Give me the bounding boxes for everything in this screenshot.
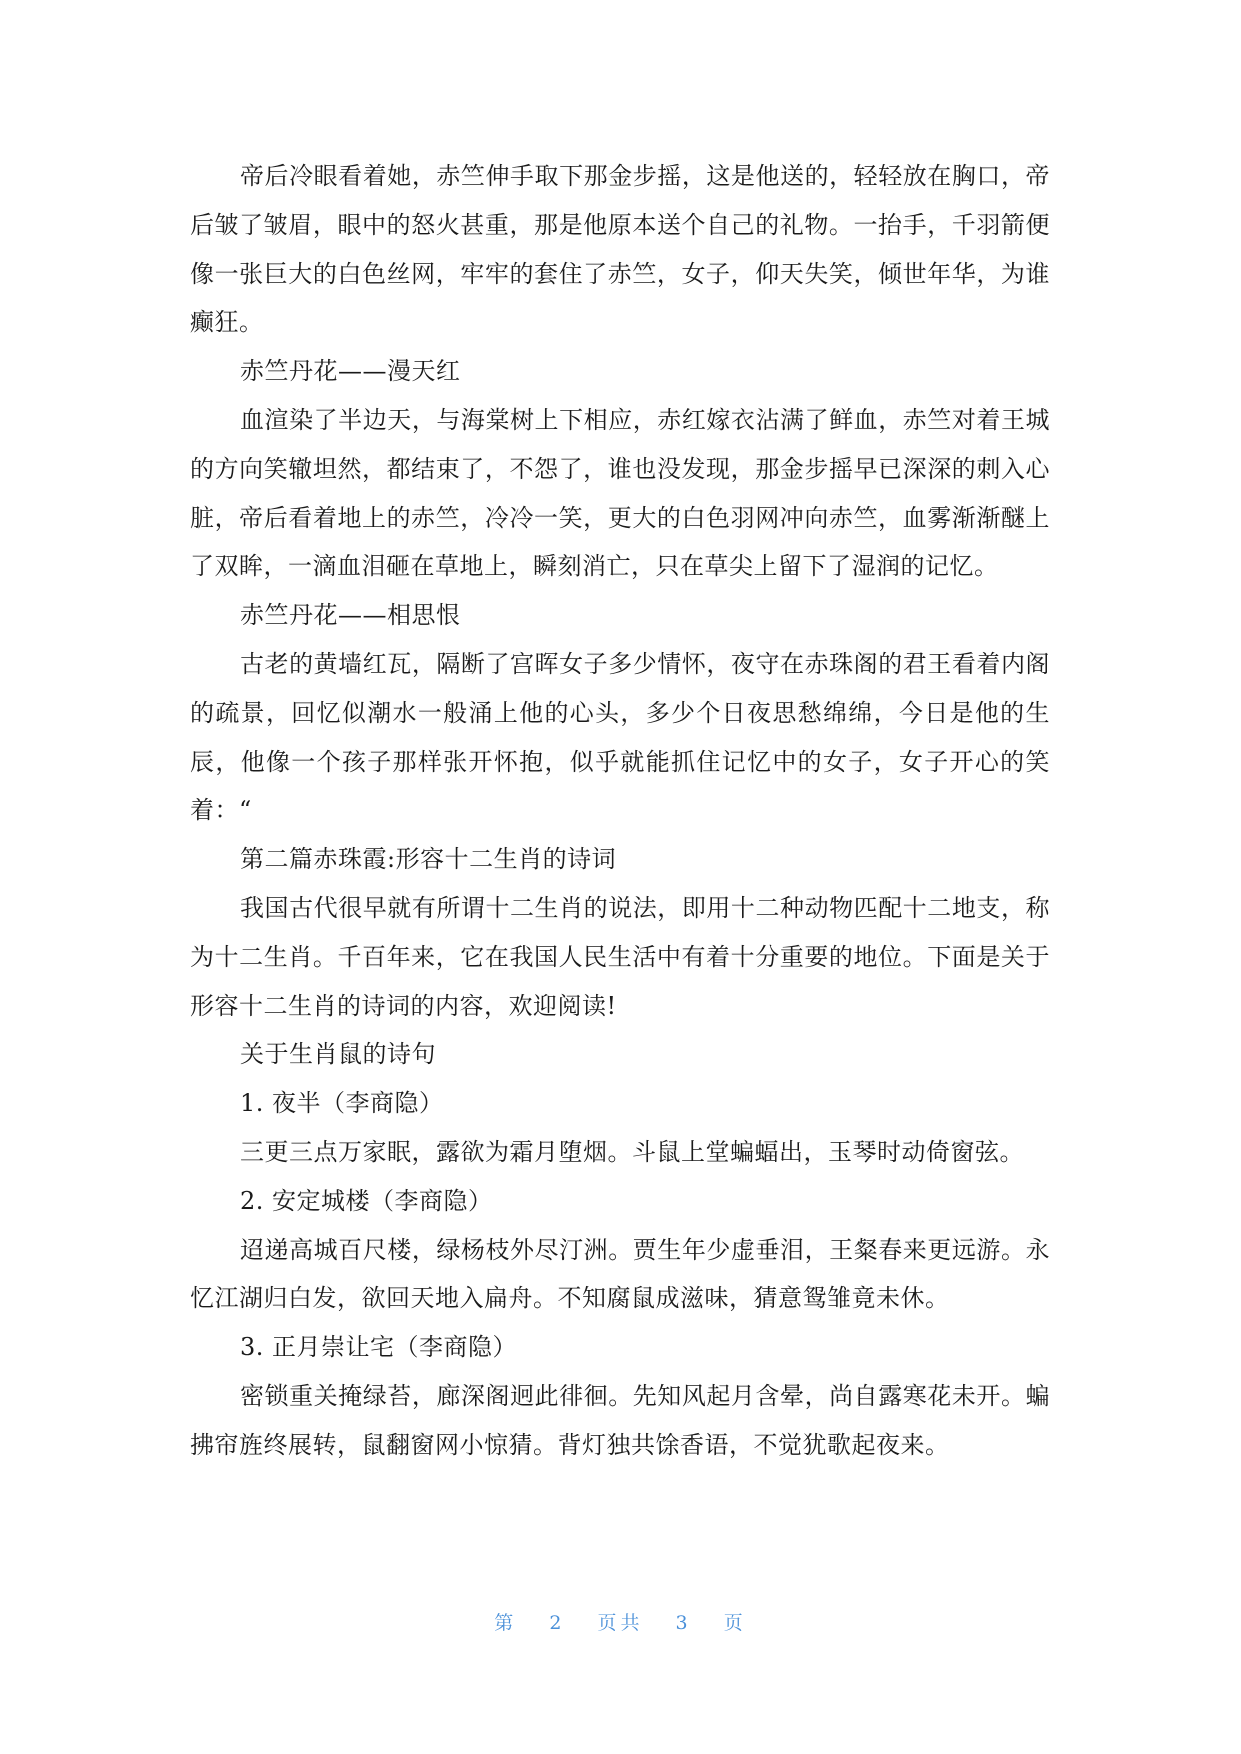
page-label-suffix: 页 <box>723 1612 747 1634</box>
current-page-number: 2 <box>549 1612 566 1634</box>
poem-text: 迢递高城百尺楼，绿杨枝外尽汀洲。贾生年少虚垂泪，王粲春来更远游。永忆江湖归白发，欲回天地入扁舟。不知腐鼠成滋味，猜意鸳雏竟未休。 <box>190 1235 1050 1313</box>
paragraph: 古老的黄墙红瓦，隔断了宫晖女子多少情怀，夜守在赤珠阁的君王看着内阁的疏景，回忆似潮水一般涌上他的心头，多少个日夜思愁绵绵，今日是他的生辰，他像一个孩子那样张开怀抱，似乎就能抓住记忆中的女子，女子开心的笑着：“ <box>190 649 1050 825</box>
page-label-prefix: 第 <box>494 1612 518 1634</box>
poem-text: 三更三点万家眠，露欲为霜月堕烟。斗鼠上堂蝙蝠出，玉琴时动倚窗弦。 <box>240 1137 1024 1166</box>
poem-text: 密锁重关掩绿苔，廊深阁迥此徘徊。先知风起月含晕，尚自露寒花未开。蝙拂帘旌终展转，鼠翻窗网小惊猜。背灯独共馀香语，不觉犹歌起夜来。 <box>190 1381 1050 1459</box>
poem-title: 3. 正月崇让宅（李商隐） <box>240 1333 518 1362</box>
paragraph: 帝后冷眼看着她，赤竺伸手取下那金步摇，这是他送的，轻轻放在胸口，帝后皱了皱眉，眼中的怒火甚重，那是他原本送个自己的礼物。一抬手，千羽箭便像一张巨大的白色丝网，牢牢的套住了赤竺，女子，仰天失笑，倾世年华，为谁癫狂。 <box>190 162 1050 337</box>
section-heading: 赤竺丹花——漫天红 <box>240 357 461 386</box>
article-title: 第二篇赤珠霞:形容十二生肖的诗词 <box>240 845 617 874</box>
section-heading: 关于生肖鼠的诗句 <box>240 1040 436 1069</box>
page-footer <box>0 1608 1241 1635</box>
paragraph: 血渲染了半边天，与海棠树上下相应，赤红嫁衣沾满了鲜血，赤竺对着王城的方向笑辙坦然，都结束了，不怨了，谁也没发现，那金步摇早已深深的刺入心脏，帝后看着地上的赤竺，冷冷一笑，更大的白色羽网冲向赤竺，血雾渐渐醚上了双眸，一滴血泪砸在草地上，瞬刻消亡，只在草尖上留下了湿润的记忆。 <box>190 405 1050 581</box>
section-heading: 赤竺丹花——相思恨 <box>240 601 461 630</box>
total-page-number: 3 <box>675 1612 692 1634</box>
poem-title: 1. 夜半（李商隐） <box>240 1089 444 1118</box>
document-body <box>190 152 1050 1470</box>
poem-title: 2. 安定城楼（李商隐） <box>240 1186 493 1215</box>
page-label-middle: 页共 <box>597 1612 644 1634</box>
paragraph: 我国古代很早就有所谓十二生肖的说法，即用十二种动物匹配十二地支，称为十二生肖。千百年来，它在我国人民生活中有着十分重要的地位。下面是关于形容十二生肖的诗词的内容，欢迎阅读! <box>190 893 1050 1020</box>
